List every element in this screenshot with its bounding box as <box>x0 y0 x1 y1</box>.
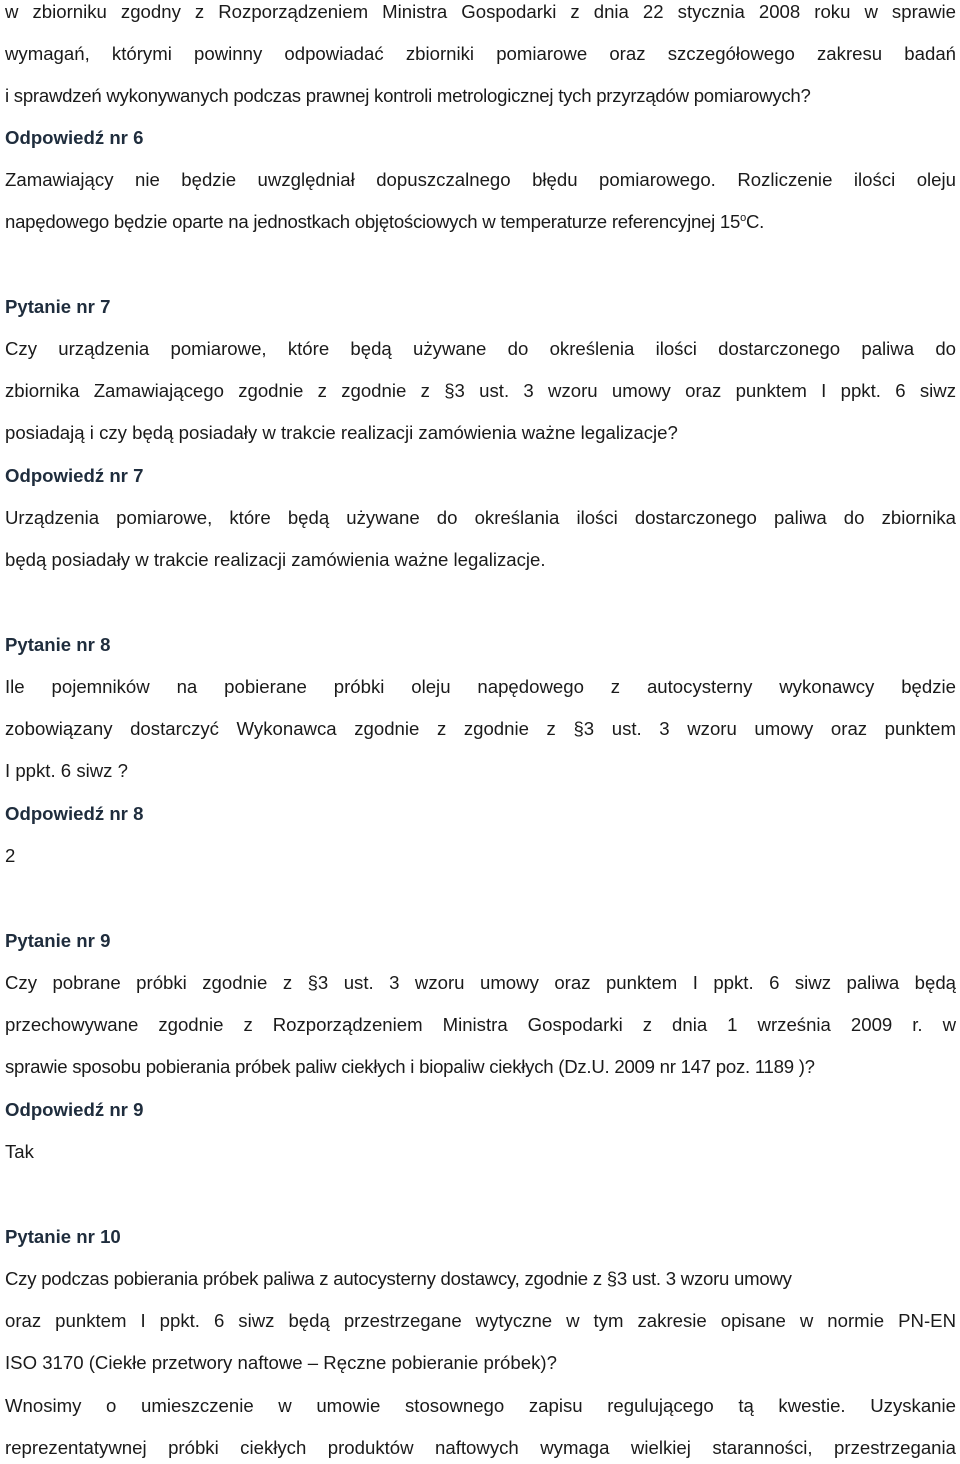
question-line: sprawie sposobu pobierania próbek paliw ciekłych i biopaliw ciekłych (Dz.U. 2009 nr 147 poz. 1189 )? <box>5 1056 815 1077</box>
answer-text: 2 <box>5 845 16 866</box>
question-line: I ppkt. 6 siwz ? <box>5 760 128 781</box>
question-line: zbiornika Zamawiającego zgodnie z zgodnie z §3 ust. 3 wzoru umowy oraz punktem I ppkt. 6 siwz <box>5 380 956 401</box>
question-line: Czy podczas pobierania próbek paliwa z autocysterny dostawcy, zgodnie z §3 ust. 3 wzoru umowy <box>5 1268 792 1289</box>
answer-line: będą posiadały w trakcie realizacji zamówienia ważne legalizacje. <box>5 549 546 570</box>
question-heading: Pytanie nr 10 <box>5 1226 121 1247</box>
question-heading: Pytanie nr 9 <box>5 930 111 951</box>
question-line: zobowiązany dostarczyć Wykonawca zgodnie z zgodnie z §3 ust. 3 wzoru umowy oraz punktem <box>5 718 956 739</box>
answer-heading: Odpowiedź nr 9 <box>5 1099 144 1120</box>
answer-line: Urządzenia pomiarowe, które będą używane do określania ilości dostarczonego paliwa do zbiornika <box>5 507 956 528</box>
degree-symbol: o <box>740 212 746 224</box>
question-line: reprezentatywnej próbki ciekłych produktów naftowych wymaga wielkiej staranności, przestrzegania <box>5 1437 956 1458</box>
intro-line: i sprawdzeń wykonywanych podczas prawnej kontroli metrologicznej tych przyrządów pomiarowych? <box>5 85 811 106</box>
question-line: Wnosimy o umieszczenie w umowie stosownego zapisu regulującego tą kwestie. Uzyskanie <box>5 1395 956 1416</box>
question-line: przechowywane zgodnie z Rozporządzeniem Ministra Gospodarki z dnia 1 września 2009 r. w <box>5 1014 956 1035</box>
answer-heading: Odpowiedź nr 8 <box>5 803 144 824</box>
answer-heading: Odpowiedź nr 6 <box>5 127 144 148</box>
answer-text: Tak <box>5 1141 34 1162</box>
answer-text: napędowego będzie oparte na jednostkach objętościowych w temperaturze referencyjnej 15 <box>5 211 741 232</box>
question-line: Ile pojemników na pobierane próbki oleju napędowego z autocysterny wykonawcy będzie <box>5 676 956 697</box>
question-line: Czy pobrane próbki zgodnie z §3 ust. 3 wzoru umowy oraz punktem I ppkt. 6 siwz paliwa będą <box>5 972 956 993</box>
question-line: oraz punktem I ppkt. 6 siwz będą przestrzegane wytyczne w tym zakresie opisane w normie PN-EN <box>5 1310 956 1331</box>
question-line: posiadają i czy będą posiadały w trakcie realizacji zamówienia ważne legalizacje? <box>5 422 678 443</box>
intro-line: w zbiorniku zgodny z Rozporządzeniem Ministra Gospodarki z dnia 22 stycznia 2008 roku w sprawie <box>5 1 956 22</box>
question-line: Czy urządzenia pomiarowe, które będą używane do określenia ilości dostarczonego paliwa do <box>5 338 956 359</box>
answer-text: C. <box>746 211 765 232</box>
question-line: ISO 3170 (Ciekłe przetwory naftowe – Ręczne pobieranie próbek)? <box>5 1352 557 1373</box>
question-heading: Pytanie nr 7 <box>5 296 111 317</box>
answer-heading: Odpowiedź nr 7 <box>5 465 144 486</box>
intro-line: wymagań, którymi powinny odpowiadać zbiorniki pomiarowe oraz szczegółowego zakresu badań <box>5 43 956 64</box>
answer-line <box>5 207 764 237</box>
question-heading: Pytanie nr 8 <box>5 634 111 655</box>
answer-line: Zamawiający nie będzie uwzględniał dopuszczalnego błędu pomiarowego. Rozliczenie ilości oleju <box>5 169 956 190</box>
